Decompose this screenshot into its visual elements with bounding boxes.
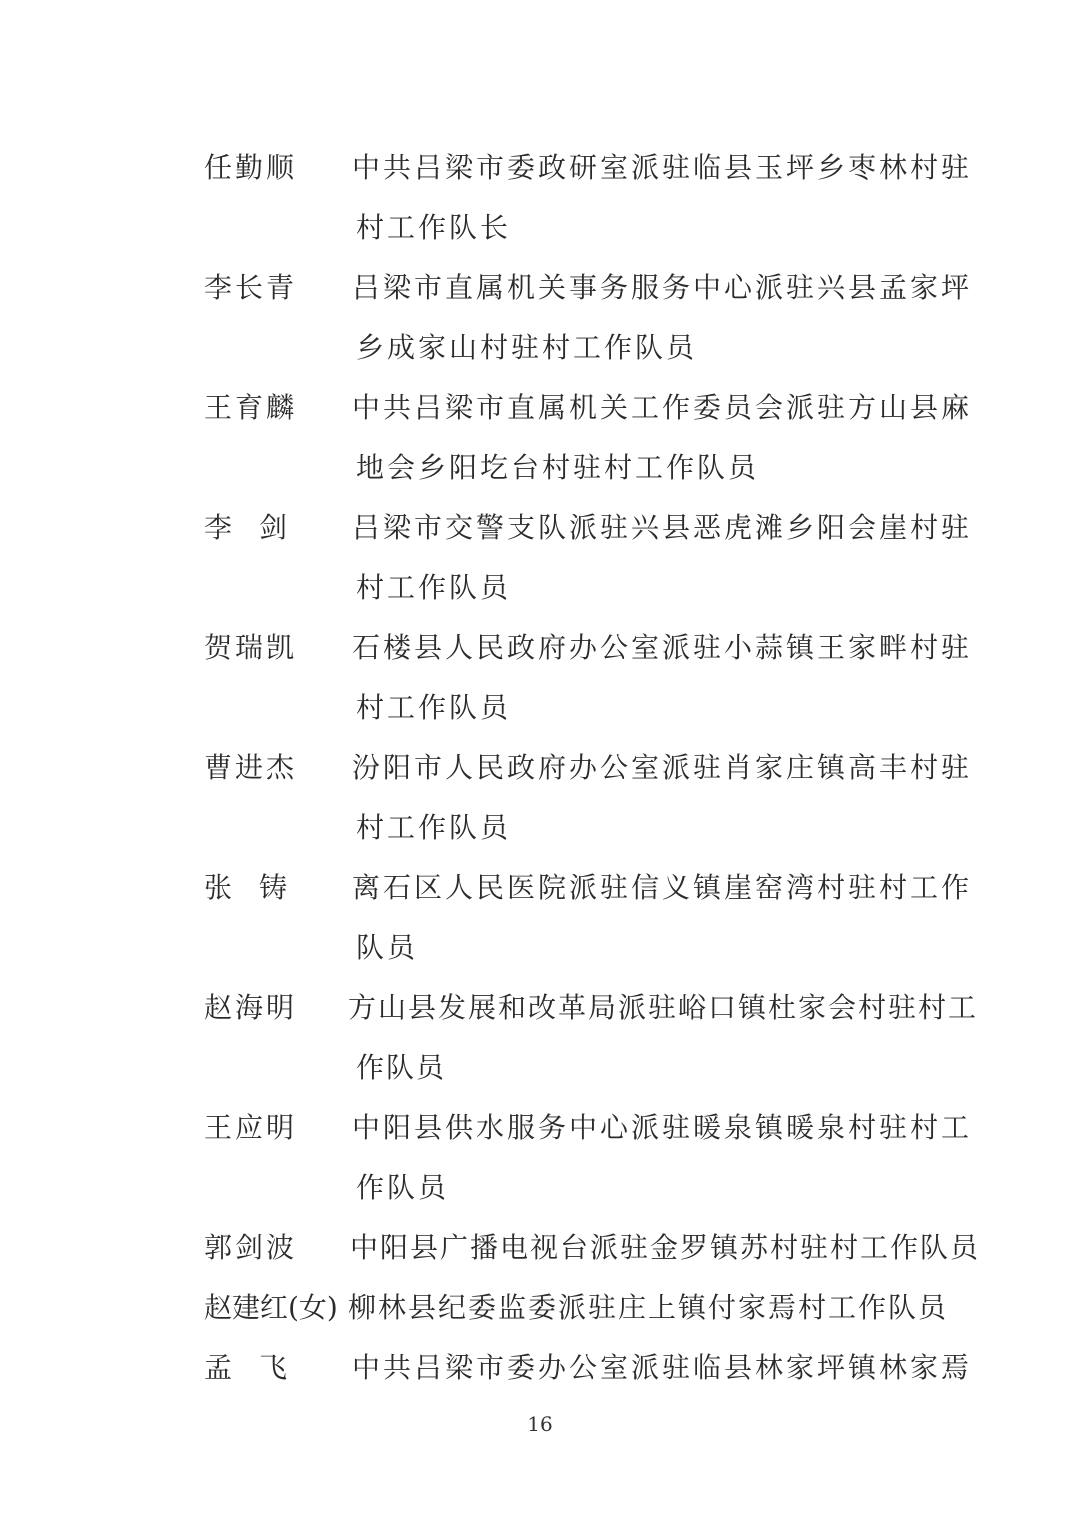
description-line: 村工作队员 bbox=[356, 691, 512, 724]
page-number: 16 bbox=[527, 1412, 553, 1436]
description-line: 作队员 bbox=[356, 1171, 450, 1204]
person-name: 贺瑞凯 bbox=[204, 631, 298, 664]
description-line: 吕梁市直属机关事务服务中心派驻兴县孟家坪 bbox=[352, 271, 973, 304]
assignment-description bbox=[352, 150, 973, 246]
description-line: 中共吕梁市委政研室派驻临县玉坪乡枣林村驻 bbox=[352, 151, 973, 184]
description-line: 石楼县人民政府办公室派驻小蒜镇王家畔村驻 bbox=[352, 631, 973, 664]
description-line: 中阳县供水服务中心派驻暖泉镇暖泉村驻村工 bbox=[352, 1111, 973, 1144]
assignment-description bbox=[352, 750, 973, 846]
description-line: 柳林县纪委监委派驻庄上镇付家焉村工作队员 bbox=[348, 1291, 949, 1324]
description-line: 村工作队员 bbox=[356, 571, 512, 604]
person-name: 赵建红(女) bbox=[204, 1291, 338, 1324]
assignment-description bbox=[348, 990, 979, 1086]
assignment-description bbox=[352, 1110, 973, 1206]
person-name: 任勤顺 bbox=[204, 151, 298, 184]
person-name: 李长青 bbox=[204, 271, 298, 304]
description-line: 作队员 bbox=[356, 1051, 447, 1084]
description-line: 村工作队长 bbox=[356, 211, 512, 244]
assignment-description bbox=[352, 1350, 973, 1386]
description-line: 中共吕梁市委办公室派驻临县林家坪镇林家焉 bbox=[352, 1351, 973, 1384]
person-name: 王育麟 bbox=[204, 391, 298, 424]
description-line: 乡成家山村驻村工作队员 bbox=[356, 331, 698, 364]
person-name: 赵海明 bbox=[204, 991, 298, 1024]
person-name: 郭剑波 bbox=[204, 1231, 298, 1264]
description-line: 中共吕梁市直属机关工作委员会派驻方山县麻 bbox=[352, 391, 973, 424]
description-line: 吕梁市交警支队派驻兴县恶虎滩乡阳会崖村驻 bbox=[352, 511, 973, 544]
assignment-description bbox=[348, 1290, 948, 1326]
assignment-description bbox=[352, 390, 973, 486]
description-line: 汾阳市人民政府办公室派驻肖家庄镇高丰村驻 bbox=[352, 751, 973, 784]
assignment-description bbox=[352, 630, 973, 726]
description-line: 村工作队员 bbox=[356, 811, 512, 844]
description-line: 地会乡阳圪台村驻村工作队员 bbox=[356, 451, 760, 484]
assignment-description bbox=[350, 1230, 981, 1266]
person-name: 李剑 bbox=[204, 511, 315, 544]
person-name: 王应明 bbox=[204, 1111, 298, 1144]
assignment-description bbox=[352, 270, 973, 366]
person-name: 孟飞 bbox=[204, 1351, 315, 1384]
person-name: 张铸 bbox=[204, 871, 315, 904]
description-line: 队员 bbox=[356, 931, 419, 964]
description-line: 离石区人民医院派驻信义镇崖窑湾村驻村工作 bbox=[352, 871, 973, 904]
assignment-description bbox=[352, 870, 973, 966]
person-name: 曹进杰 bbox=[204, 751, 298, 784]
assignment-description bbox=[352, 510, 973, 606]
description-line: 中阳县广播电视台派驻金罗镇苏村驻村工作队员 bbox=[350, 1231, 981, 1264]
description-line: 方山县发展和改革局派驻峪口镇杜家会村驻村工 bbox=[348, 991, 979, 1024]
